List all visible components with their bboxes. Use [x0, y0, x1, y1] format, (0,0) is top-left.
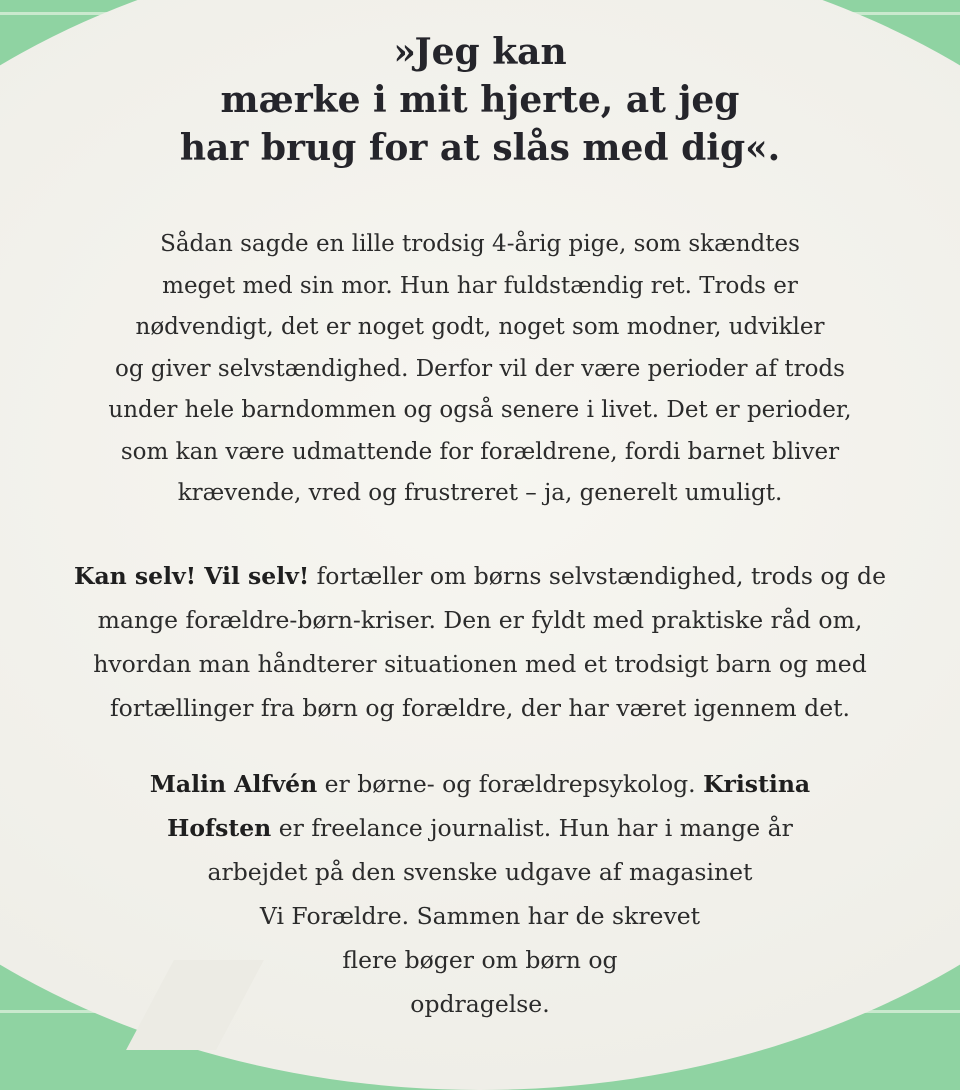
text-line: Sådan sagde en lille trodsig 4-årig pige, som skændtes [160, 231, 800, 257]
authors-paragraph [0, 762, 960, 1026]
text-line: opdragelse. [410, 990, 550, 1018]
text-line: meget med sin mor. Hun har fuldstændig ret. Trods er [162, 272, 798, 299]
intro-paragraph [0, 224, 960, 515]
text-line [0, 554, 960, 598]
text-line: krævende, vred og frustreret – ja, generelt umuligt. [177, 480, 783, 506]
headline-quote [0, 28, 960, 172]
text-fragment: er freelance journalist. Hun har i mange år [271, 814, 793, 842]
text-line: Vi Forældre. Sammen har de skrevet [259, 902, 701, 930]
book-title: Kan selv! Vil selv! [74, 562, 310, 590]
text-line: nødvendigt, det er noget godt, noget som modner, udvikler [135, 314, 825, 340]
text-line [0, 806, 960, 850]
text-line: under hele barndommen og også senere i livet. Det er perioder, [108, 397, 852, 423]
headline-line: mærke i mit hjerte, at jeg [220, 79, 740, 121]
text-line: fortællinger fra børn og forældre, der har været igennem det. [109, 694, 851, 722]
headline-line: »Jeg kan [393, 31, 567, 73]
text-line: og giver selvstændighed. Derfor vil der være perioder af trods [115, 355, 845, 382]
text-line: flere bøger om børn og [342, 946, 618, 974]
headline-line: har brug for at slås med dig«. [179, 127, 781, 169]
text-fragment: fortæller om børns selvstændighed, trods og de [309, 562, 886, 590]
author-name: Kristina [703, 770, 811, 798]
text-line [0, 762, 960, 806]
text-line: hvordan man håndterer situationen med et trodsigt barn og med [93, 650, 867, 678]
text-line: arbejdet på den svenske udgave af magasinet [207, 858, 753, 886]
text-fragment: er børne- og forældrepsykolog. [317, 770, 704, 798]
text-line: mange forældre-børn-kriser. Den er fyldt med praktiske råd om, [97, 606, 863, 634]
author-name: Malin Alfvén [149, 770, 318, 798]
book-description-paragraph [0, 554, 960, 730]
text-line: som kan være udmattende for forældrene, fordi barnet bliver [120, 438, 840, 465]
author-name: Hofsten [167, 814, 272, 842]
